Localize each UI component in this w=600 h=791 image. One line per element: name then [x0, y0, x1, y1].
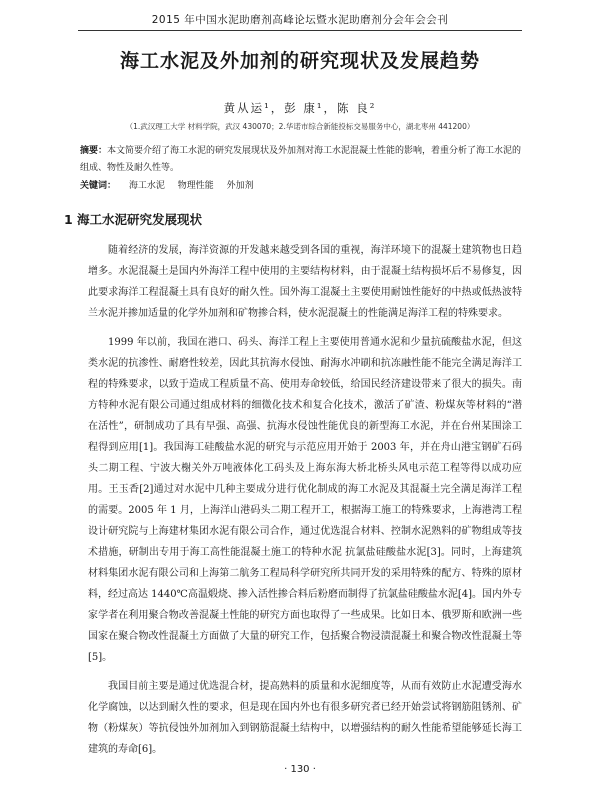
page-number: · 130 ·: [284, 764, 316, 775]
authors: 黄从运¹，彭 康¹，陈 良²: [223, 101, 377, 115]
abstract-text: 本文简要介绍了海工水泥的研究发展现状及外加剂对海工水泥混凝土性能的影响，着重分析了海工水泥的组成、物性及耐久性等。: [80, 146, 522, 173]
keywords-label: 关键词：: [80, 181, 117, 191]
paragraph: 1999 年以前，我国在港口、码头、海洋工程上主要使用普通水泥和少量抗硫酸盐水泥，但这类水泥的抗渗性、耐磨性较差，因此其抗海水侵蚀、耐海水冲刷和抗冻融性能不能完全满足海洋工程的特殊要求，以致于造成工程质量不高、使用寿命较低，给国民经济建设带来了很大的损失。南方特种水泥有限公司通过组成材料的细微化技术和复合化技术，激活了矿渣、粉煤灰等材料的“潜在活性”，研制成功了具有早强、高强、抗海水侵蚀性能优良的新型海工水泥，并在台州某围涂工程得到应用[1]。我国海工硅酸盐水泥的研究与示范应用开始于 2003 年，并在舟山港宝钢矿石码头二期工程、宁波大榭关外万吨液体化工码头及上海东海大桥北桥头风电示范工程等得以成功应用。王玉香[2]通过对水泥中几种主要成分进行优化制成的海工水泥及其混凝土完全满足海洋工程的需要。2005 年 1 月，上海洋山港码头二期工程开工，根据海工施工的特殊要求，上海港湾工程设计研究院与上海建材集团水泥有限公司合作，通过优选混合材料、控制水泥熟料的矿物组成等技术措施，研制出专用于海工高性能混凝土施工的特种水泥 抗氯盐硅酸盐水泥[3]。同时，上海建筑材料集团水泥有限公司和上海第二航务工程局科学研究所共同开发的采用特殊的配方、特殊的原材料，经过高达 1440℃高温煅烧、掺入活性掺合料后粉磨而制得了抗氯盐硅酸盐水泥[4]。国内外专家学者在利用聚合物改善混凝土性能的研究方面也取得了一些成果。比如日本、俄罗斯和欧洲一些国家在聚合物改性混凝土方面做了大量的研究工作，包括聚合物浸渍混凝土和聚合物改性混凝土等[5]。: [88, 337, 522, 663]
keyword: 外加剂: [226, 181, 254, 191]
header-rule: [78, 30, 522, 31]
keyword: 海工水泥: [128, 181, 165, 191]
body-text: [88, 240, 522, 760]
affiliation: （1.武汉理工大学 材料学院，武汉 430070；2.华诺市综合新能投标交易服务中心，湖北枣州 441200）: [125, 122, 475, 131]
paragraph: 随着经济的发展，海洋资源的开发越来越受到各国的重视，海洋环境下的混凝土建筑物也日趋增多。水泥混凝土是国内外海洋工程中使用的主要结构材料，由于混凝土结构损坏后不易修复，因此要求海洋工程混凝土具有良好的耐久性。国外海工混凝土主要使用耐蚀性能好的中热或低热波特兰水泥并掺加适量的化学外加剂和矿物掺合料，使水泥混凝土的性能满足海洋工程的特殊要求。: [88, 245, 522, 319]
paper-title: 海工水泥及外加剂的研究现状及发展趋势: [119, 50, 480, 72]
section-heading: 1 海工水泥研究发展现状: [64, 212, 203, 227]
keywords: [80, 178, 254, 191]
abstract-label: 摘要：: [80, 146, 108, 156]
paragraph: 我国目前主要是通过优选混合材，提高熟料的质量和水泥细度等，从而有效防止水泥遭受海水化学腐蚀，以达到耐久性的要求，但是现在国内外也有很多研究者已经开始尝试将钢筋阻锈剂、矿物（粉煤灰）等抗侵蚀外加剂加入到钢筋混凝土结构中，以增强结构的耐久性能希望能够延长海工建筑的寿命[6]。: [88, 681, 522, 755]
abstract: [80, 143, 525, 177]
keyword: 物理性能: [177, 181, 214, 191]
running-header: 2015 年中国水泥助磨剂高峰论坛暨水泥助磨剂分会年会会刊: [151, 14, 449, 26]
